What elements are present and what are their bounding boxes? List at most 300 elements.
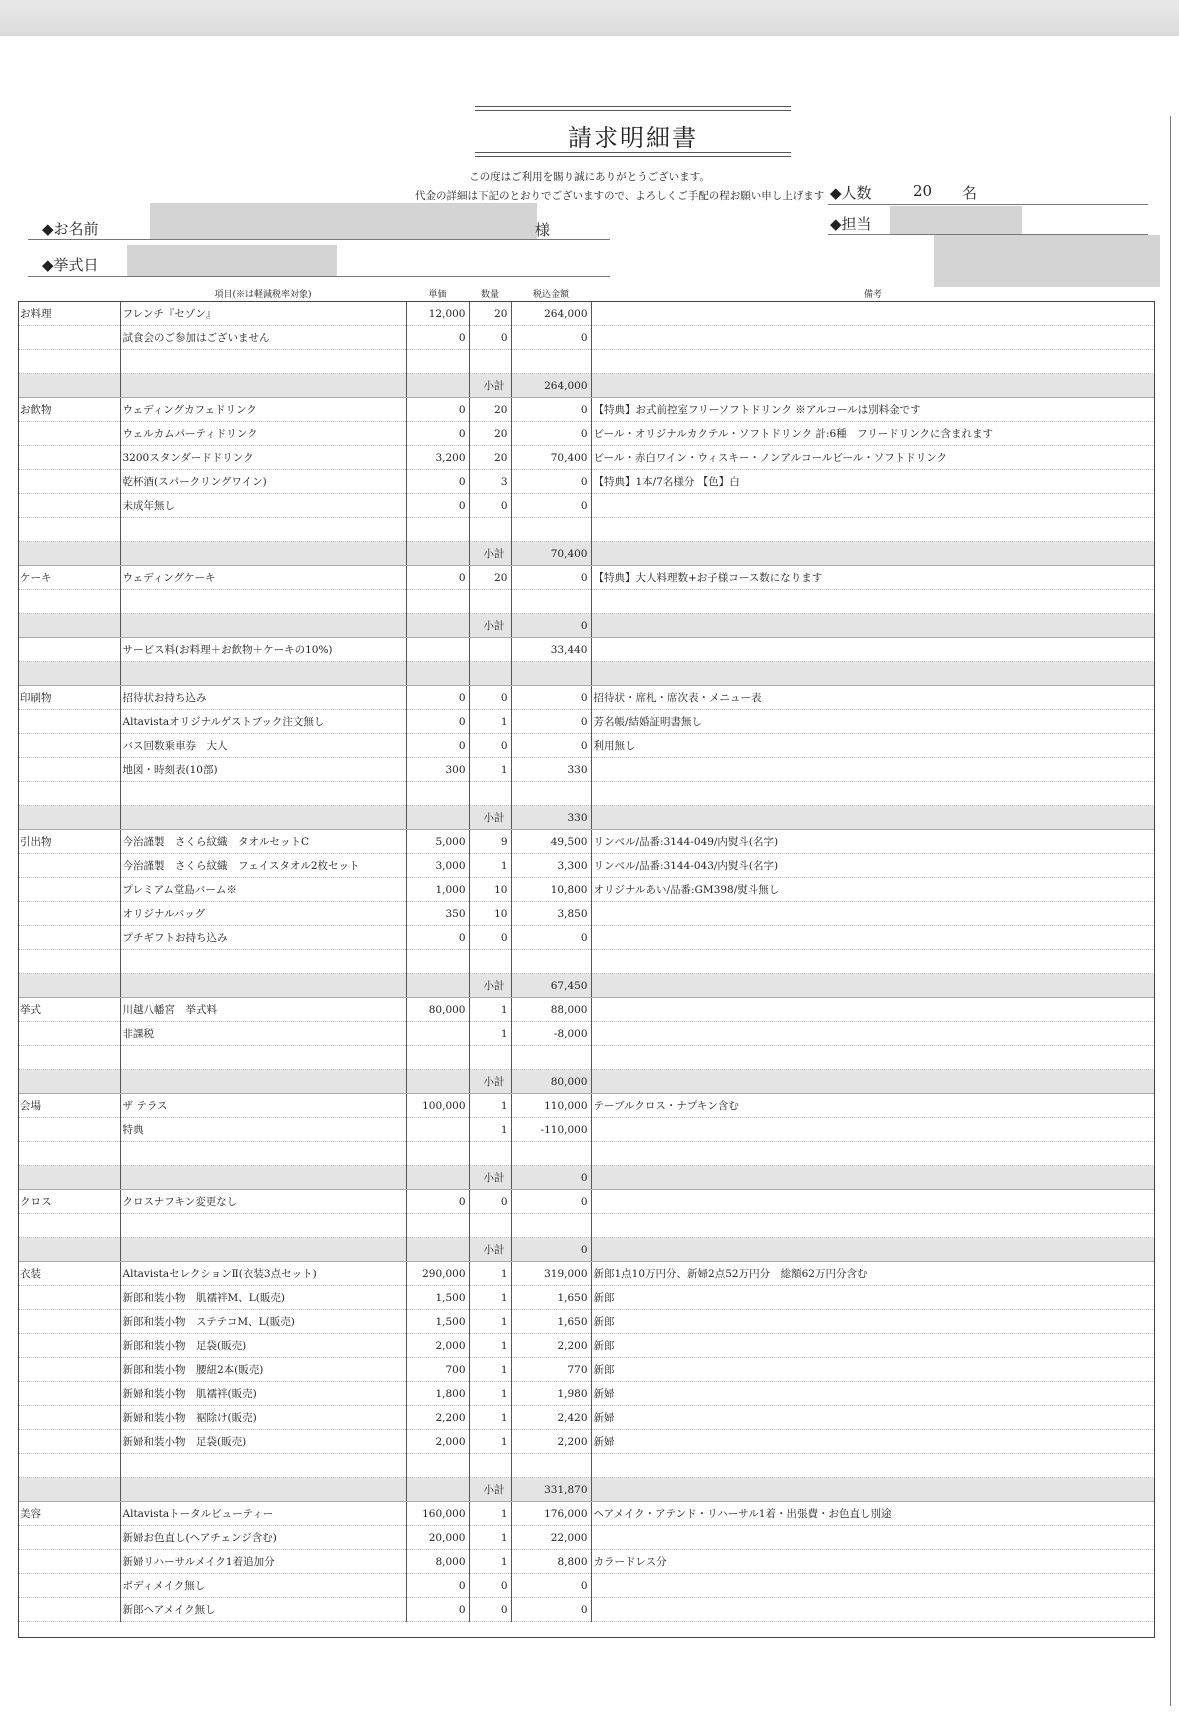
cell-amount: 110,000: [511, 1094, 591, 1118]
cell-unit-price: [406, 662, 469, 686]
guests-unit: 名: [962, 184, 978, 202]
cell-unit-price: 0: [406, 710, 469, 734]
cell-unit-price: [406, 1046, 469, 1070]
blank-row: [18, 1454, 1155, 1478]
subtotal-amount: 0: [511, 1166, 591, 1190]
cell-category: [18, 1550, 120, 1574]
table-row: [18, 326, 1155, 350]
cell-amount: 1,650: [511, 1286, 591, 1310]
cell-qty: [469, 518, 511, 542]
table-row: [18, 1502, 1155, 1526]
cell-amount: 0: [511, 1574, 591, 1598]
cell-remarks: [591, 374, 1155, 398]
cell-category: [18, 1286, 120, 1310]
cell-unit-price: [406, 782, 469, 806]
title-rule: [475, 152, 791, 153]
cell-remarks: [591, 950, 1155, 974]
cell-category: [18, 1526, 120, 1550]
subtotal-row: [18, 1478, 1155, 1502]
cell-qty: [469, 1046, 511, 1070]
guests-value: 20: [913, 182, 933, 200]
cell-item: 新婦和装小物 裾除け(販売): [120, 1406, 406, 1430]
cell-category: [18, 542, 120, 566]
cell-category: 衣装: [18, 1262, 120, 1286]
cell-amount: [511, 590, 591, 614]
cell-qty: 20: [469, 302, 511, 326]
cell-remarks: [591, 1574, 1155, 1598]
cell-amount: 264,000: [511, 302, 591, 326]
ceremony-date-redacted: [127, 245, 337, 276]
cell-remarks: [591, 1118, 1155, 1142]
guests-underline: [828, 204, 1148, 205]
subtotal-label: 小計: [469, 374, 511, 398]
cell-amount: 0: [511, 1190, 591, 1214]
table-row: [18, 1550, 1155, 1574]
subtotal-row: [18, 614, 1155, 638]
blank-row: [18, 1142, 1155, 1166]
cell-remarks: [591, 662, 1155, 686]
cell-amount: 1,980: [511, 1382, 591, 1406]
subtotal-amount: 0: [511, 1238, 591, 1262]
cell-amount: 319,000: [511, 1262, 591, 1286]
subtotal-row: [18, 542, 1155, 566]
cell-category: [18, 350, 120, 374]
cell-remarks: [591, 782, 1155, 806]
cell-amount: 0: [511, 470, 591, 494]
cell-item: [120, 614, 406, 638]
cell-qty: 1: [469, 1406, 511, 1430]
table-row: [18, 1094, 1155, 1118]
cell-category: [18, 590, 120, 614]
cell-item: [120, 1478, 406, 1502]
table-row: [18, 1334, 1155, 1358]
cell-remarks: [591, 1238, 1155, 1262]
cell-item: [120, 974, 406, 998]
cell-unit-price: 1,000: [406, 878, 469, 902]
cell-item: 地図・時刻表(10部): [120, 758, 406, 782]
cell-category: [18, 638, 120, 662]
cell-qty: 20: [469, 398, 511, 422]
blank-row: [18, 1046, 1155, 1070]
cell-unit-price: [406, 638, 469, 662]
cell-category: [18, 1454, 120, 1478]
table-row: [18, 1190, 1155, 1214]
cell-unit-price: [406, 1142, 469, 1166]
table-row: [18, 566, 1155, 590]
cell-qty: [469, 1142, 511, 1166]
cell-unit-price: [406, 806, 469, 830]
cell-remarks: [591, 1526, 1155, 1550]
cell-unit-price: 0: [406, 398, 469, 422]
cell-remarks: [591, 350, 1155, 374]
cell-unit-price: [406, 974, 469, 998]
cell-item: 特典: [120, 1118, 406, 1142]
cell-unit-price: 3,000: [406, 854, 469, 878]
cell-item: 新郎ヘアメイク無し: [120, 1598, 406, 1622]
subtotal-row: [18, 374, 1155, 398]
cell-category: クロス: [18, 1190, 120, 1214]
cell-category: お料理: [18, 302, 120, 326]
cell-amount: 0: [511, 422, 591, 446]
cell-amount: 0: [511, 734, 591, 758]
cell-unit-price: [406, 1454, 469, 1478]
cell-item: 新婦和装小物 足袋(販売): [120, 1430, 406, 1454]
cell-unit-price: 0: [406, 1574, 469, 1598]
cell-item: [120, 1046, 406, 1070]
blank-row: [18, 950, 1155, 974]
cell-qty: 0: [469, 1598, 511, 1622]
cell-amount: 0: [511, 326, 591, 350]
cell-qty: 1: [469, 1358, 511, 1382]
cell-item: [120, 782, 406, 806]
cell-category: [18, 1238, 120, 1262]
cell-amount: [511, 782, 591, 806]
cell-category: [18, 1022, 120, 1046]
cell-remarks: [591, 1166, 1155, 1190]
name-underline: [28, 239, 610, 240]
cell-item: [120, 1238, 406, 1262]
cell-category: [18, 470, 120, 494]
cell-unit-price: 350: [406, 902, 469, 926]
cell-amount: 33,440: [511, 638, 591, 662]
cell-amount: [511, 518, 591, 542]
cell-remarks: ヘアメイク・アテンド・リハーサル1着・出張費・お色直し別途: [591, 1502, 1155, 1526]
cell-unit-price: 2,200: [406, 1406, 469, 1430]
cell-unit-price: [406, 590, 469, 614]
cell-item: 新郎和装小物 肌襦袢M、L(販売): [120, 1286, 406, 1310]
table-row: [18, 1262, 1155, 1286]
cell-qty: 1: [469, 1118, 511, 1142]
cell-item: [120, 1214, 406, 1238]
page-edge-rule: [1170, 116, 1171, 1706]
cell-category: [18, 1142, 120, 1166]
cell-qty: [469, 950, 511, 974]
cell-unit-price: 20,000: [406, 1526, 469, 1550]
cell-amount: [511, 950, 591, 974]
title-block: [475, 106, 791, 160]
cell-remarks: [591, 902, 1155, 926]
cell-category: ケーキ: [18, 566, 120, 590]
cell-qty: 0: [469, 494, 511, 518]
table-row: [18, 878, 1155, 902]
cell-category: [18, 1214, 120, 1238]
invoice-table: [18, 285, 1155, 1622]
subtotal-row: [18, 662, 1155, 686]
cell-item: 3200スタンダードドリンク: [120, 446, 406, 470]
cell-item: 非課税: [120, 1022, 406, 1046]
cell-remarks: 利用無し: [591, 734, 1155, 758]
cell-unit-price: [406, 374, 469, 398]
cell-unit-price: 0: [406, 470, 469, 494]
cell-remarks: [591, 1046, 1155, 1070]
cell-remarks: [591, 998, 1155, 1022]
col-remarks: 備考: [591, 285, 1155, 302]
cell-amount: -8,000: [511, 1022, 591, 1046]
cell-category: [18, 1598, 120, 1622]
name-label: ◆お名前: [42, 220, 99, 238]
subtotal-amount: 264,000: [511, 374, 591, 398]
cell-item: 乾杯酒(スパークリングワイン): [120, 470, 406, 494]
cell-category: [18, 1406, 120, 1430]
cell-remarks: [591, 542, 1155, 566]
cell-remarks: 新郎: [591, 1286, 1155, 1310]
cell-category: [18, 446, 120, 470]
cell-qty: 0: [469, 1574, 511, 1598]
cell-qty: [469, 782, 511, 806]
cell-remarks: [591, 614, 1155, 638]
table-row: [18, 470, 1155, 494]
name-redacted: [150, 203, 537, 240]
table-row: [18, 494, 1155, 518]
cell-unit-price: 1,500: [406, 1286, 469, 1310]
cell-remarks: 新郎: [591, 1358, 1155, 1382]
cell-qty: 1: [469, 1262, 511, 1286]
cell-category: [18, 662, 120, 686]
subtotal-amount: 330: [511, 806, 591, 830]
cell-amount: 49,500: [511, 830, 591, 854]
cell-category: [18, 902, 120, 926]
cell-amount: [511, 1454, 591, 1478]
cell-item: [120, 662, 406, 686]
cell-remarks: ビール・オリジナルカクテル・ソフトドリンク 計:6種 フリードリンクに含まれます: [591, 422, 1155, 446]
table-row: [18, 638, 1155, 662]
cell-item: 川越八幡宮 挙式料: [120, 998, 406, 1022]
cell-remarks: 芳名帳/結婚証明書無し: [591, 710, 1155, 734]
col-item: 項目(※は軽減税率対象): [120, 285, 406, 302]
cell-category: 挙式: [18, 998, 120, 1022]
cell-remarks: [591, 806, 1155, 830]
blank-row: [18, 782, 1155, 806]
cell-item: ボディメイク無し: [120, 1574, 406, 1598]
cell-unit-price: 1,800: [406, 1382, 469, 1406]
subtotal-amount: 331,870: [511, 1478, 591, 1502]
cell-category: [18, 758, 120, 782]
cell-unit-price: 160,000: [406, 1502, 469, 1526]
cell-category: [18, 494, 120, 518]
cell-item: [120, 1166, 406, 1190]
subtotal-label: 小計: [469, 974, 511, 998]
table-row: [18, 1430, 1155, 1454]
cell-item: 新郎和装小物 腰紐2本(販売): [120, 1358, 406, 1382]
cell-item: [120, 350, 406, 374]
cell-amount: 0: [511, 1598, 591, 1622]
cell-remarks: 【特典】お式前控室フリーソフトドリンク ※アルコールは別料金です: [591, 398, 1155, 422]
cell-remarks: [591, 1598, 1155, 1622]
cell-unit-price: [406, 350, 469, 374]
cell-category: [18, 1478, 120, 1502]
table-row: [18, 1022, 1155, 1046]
cell-remarks: ビール・赤白ワイン・ウィスキー・ノンアルコールビール・ソフトドリンク: [591, 446, 1155, 470]
cell-qty: 3: [469, 470, 511, 494]
subtotal-row: [18, 806, 1155, 830]
cell-qty: 1: [469, 1094, 511, 1118]
cell-unit-price: 1,500: [406, 1310, 469, 1334]
cell-amount: 0: [511, 494, 591, 518]
cell-remarks: [591, 1142, 1155, 1166]
cell-category: [18, 1574, 120, 1598]
cell-remarks: 新郎: [591, 1334, 1155, 1358]
cell-item: [120, 1142, 406, 1166]
cell-unit-price: 80,000: [406, 998, 469, 1022]
table-row: [18, 1406, 1155, 1430]
cell-remarks: [591, 326, 1155, 350]
viewer-top-bar: [0, 0, 1179, 37]
cell-unit-price: 0: [406, 1190, 469, 1214]
cell-category: [18, 1118, 120, 1142]
cell-category: [18, 1166, 120, 1190]
cell-category: [18, 926, 120, 950]
cell-item: [120, 518, 406, 542]
title-rule: [475, 156, 791, 157]
name-suffix: 様: [535, 221, 551, 239]
cell-remarks: リンベル/品番:3144-043/内熨斗(名字): [591, 854, 1155, 878]
cell-item: フレンチ『セゾン』: [120, 302, 406, 326]
cell-category: [18, 1046, 120, 1070]
cell-unit-price: 2,000: [406, 1430, 469, 1454]
cell-category: [18, 806, 120, 830]
cell-remarks: [591, 1454, 1155, 1478]
cell-qty: 1: [469, 854, 511, 878]
cell-amount: 2,200: [511, 1430, 591, 1454]
cell-qty: 1: [469, 1310, 511, 1334]
cell-unit-price: 0: [406, 422, 469, 446]
cell-unit-price: 8,000: [406, 1550, 469, 1574]
cell-unit-price: [406, 1070, 469, 1094]
cell-item: ザ テラス: [120, 1094, 406, 1118]
cell-category: [18, 974, 120, 998]
cell-category: [18, 710, 120, 734]
guests-label: ◆人数: [830, 184, 872, 202]
subtotal-label: 小計: [469, 1478, 511, 1502]
cell-item: 新郎和装小物 足袋(販売): [120, 1334, 406, 1358]
table-row: [18, 830, 1155, 854]
table-header: [18, 285, 1155, 302]
cell-category: [18, 1070, 120, 1094]
cell-unit-price: 0: [406, 926, 469, 950]
cell-remarks: [591, 638, 1155, 662]
cell-category: [18, 1430, 120, 1454]
subtotal-label: 小計: [469, 614, 511, 638]
cell-qty: 0: [469, 1190, 511, 1214]
cell-remarks: リンベル/品番:3144-049/内熨斗(名字): [591, 830, 1155, 854]
table-row: [18, 422, 1155, 446]
cell-item: 未成年無し: [120, 494, 406, 518]
cell-remarks: 新婦: [591, 1406, 1155, 1430]
cell-qty: 1: [469, 1526, 511, 1550]
table-row: [18, 1310, 1155, 1334]
cell-unit-price: 300: [406, 758, 469, 782]
cell-amount: 176,000: [511, 1502, 591, 1526]
cell-qty: 0: [469, 326, 511, 350]
cell-category: [18, 734, 120, 758]
cell-remarks: 【特典】1本/7名様分 【色】白: [591, 470, 1155, 494]
cell-unit-price: 700: [406, 1358, 469, 1382]
cell-unit-price: [406, 518, 469, 542]
table-row: [18, 710, 1155, 734]
cell-unit-price: [406, 1166, 469, 1190]
cell-item: 新郎和装小物 ステテコM、L(販売): [120, 1310, 406, 1334]
col-qty: 数量: [469, 285, 511, 302]
cell-remarks: カラードレス分: [591, 1550, 1155, 1574]
cell-amount: 0: [511, 398, 591, 422]
cell-amount: 8,800: [511, 1550, 591, 1574]
table-row: [18, 998, 1155, 1022]
cell-item: ウェルカムパーティドリンク: [120, 422, 406, 446]
cell-item: [120, 1070, 406, 1094]
cell-item: [120, 374, 406, 398]
cell-amount: 330: [511, 758, 591, 782]
cell-category: [18, 422, 120, 446]
blank-row: [18, 350, 1155, 374]
cell-remarks: [591, 1190, 1155, 1214]
cell-unit-price: 3,200: [406, 446, 469, 470]
cell-amount: [511, 1142, 591, 1166]
cell-qty: [469, 350, 511, 374]
cell-remarks: 新郎1点10万円分、新婦2点52万円分 総額62万円分含む: [591, 1262, 1155, 1286]
subtotal-label: 小計: [469, 1166, 511, 1190]
cell-qty: 10: [469, 878, 511, 902]
table-row: [18, 902, 1155, 926]
cell-qty: 1: [469, 1430, 511, 1454]
cell-item: バス回数乗車券 大人: [120, 734, 406, 758]
cell-qty: 1: [469, 1382, 511, 1406]
cell-item: プレミアム堂島バーム※: [120, 878, 406, 902]
subtotal-row: [18, 974, 1155, 998]
greeting-line-2: 代金の詳細は下記のとおりでございますので、よろしくご手配の程お願い申し上げます: [415, 190, 825, 202]
cell-qty: 9: [469, 830, 511, 854]
cell-qty: 1: [469, 1286, 511, 1310]
cell-amount: 3,300: [511, 854, 591, 878]
cell-category: [18, 1382, 120, 1406]
table-row: [18, 1286, 1155, 1310]
cell-amount: 0: [511, 686, 591, 710]
table-row: [18, 398, 1155, 422]
cell-amount: [511, 1214, 591, 1238]
table-row: [18, 926, 1155, 950]
cell-amount: [511, 350, 591, 374]
subtotal-row: [18, 1238, 1155, 1262]
table-row: [18, 758, 1155, 782]
ceremony-underline: [28, 276, 610, 277]
cell-item: [120, 1454, 406, 1478]
table-row: [18, 1598, 1155, 1622]
cell-category: [18, 854, 120, 878]
cell-unit-price: [406, 1214, 469, 1238]
subtotal-label: [469, 662, 511, 686]
cell-qty: 1: [469, 710, 511, 734]
cell-remarks: [591, 974, 1155, 998]
cell-category: [18, 782, 120, 806]
col-category: [18, 285, 120, 302]
cell-category: 美容: [18, 1502, 120, 1526]
table-row: [18, 1574, 1155, 1598]
cell-unit-price: [406, 950, 469, 974]
cell-remarks: [591, 1022, 1155, 1046]
subtotal-label: 小計: [469, 1070, 511, 1094]
cell-qty: 1: [469, 1334, 511, 1358]
blank-row: [18, 518, 1155, 542]
cell-item: AltavistaセレクションⅡ(衣装3点セット): [120, 1262, 406, 1286]
cell-category: [18, 878, 120, 902]
table-row: [18, 302, 1155, 326]
cell-category: [18, 326, 120, 350]
cell-qty: [469, 590, 511, 614]
cell-item: ウェディングケーキ: [120, 566, 406, 590]
title-rule: [475, 110, 791, 111]
cell-qty: [469, 638, 511, 662]
cell-qty: 20: [469, 446, 511, 470]
cell-unit-price: [406, 1238, 469, 1262]
